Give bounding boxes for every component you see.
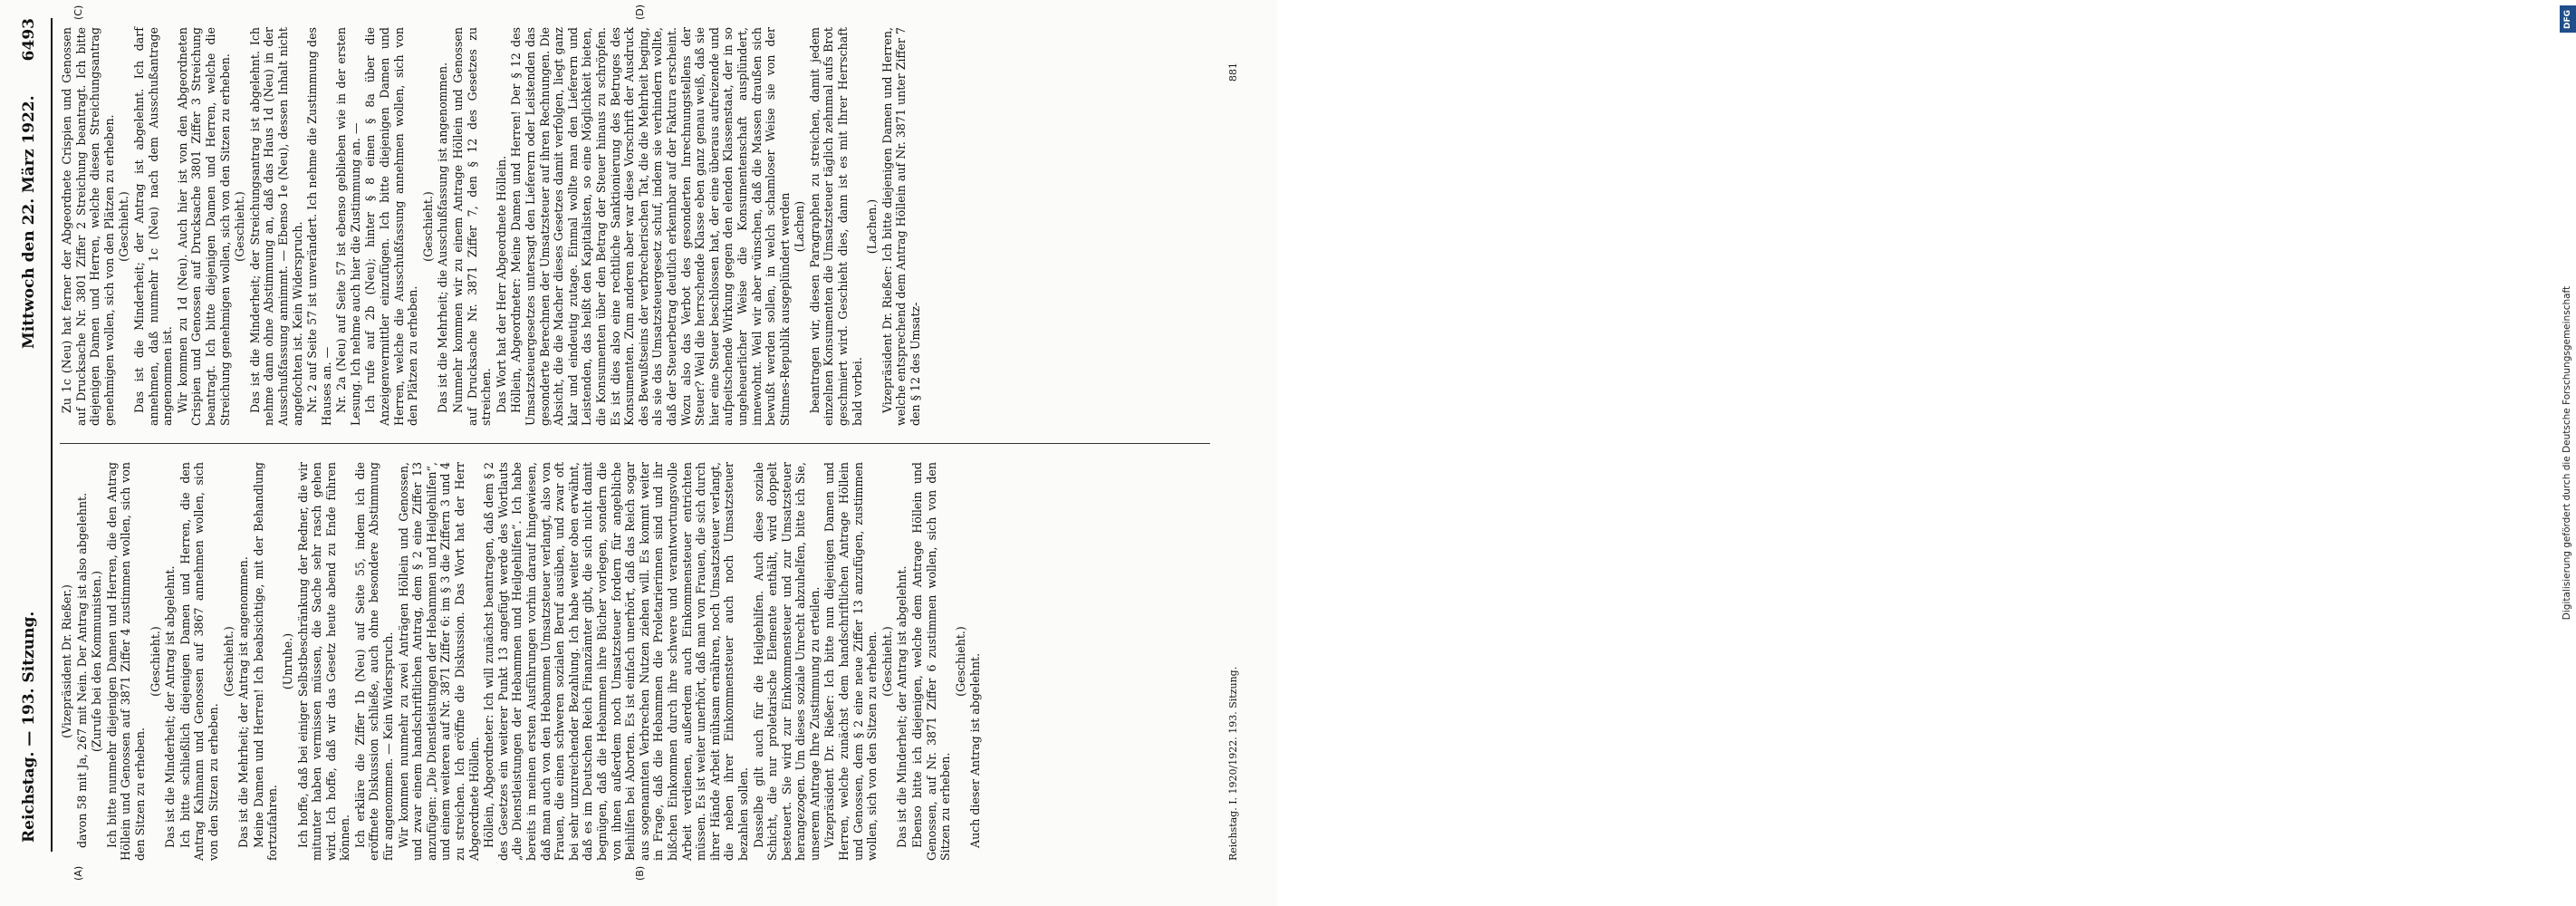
paragraph: Dasselbe gilt auch für die Heilgehilfen. Auch diese soziale Schicht, die nur proletarische Elemente enthält, wird doppelt besteuert. Sie wird zur Einkommensteuer und zur Umsatzsteuer herangezogen. Um dieses soziale Unrecht abzuhelfen, bitte ich Sie, unserem Antrage Ihre Zustimmung zu erteilen. [751,462,822,861]
paragraph: (Geschieht.) [420,191,435,262]
footer-left: Reichstag. I. 1920/1922. 193. Sitzung. [1227,666,1239,861]
paragraph: Das ist die Minderheit; der Antrag ist abgelehnt. Ich darf annehmen, daß nunmehr 1c (Neu) nach dem Ausschußantrage angenommen ist. [131,27,175,426]
footer-right: 881 [1227,63,1239,82]
paragraph: Ich bitte schließlich diejenigen Damen und Herren, die den Antrag Kahmann und Genossen auf 3867 annehmen wollen, sich von den Sitzen zu erheben. [178,462,220,861]
paragraph: davon 58 mit Ja, 267 mit Nein. Der Antrag ist also abgelehnt. [74,492,89,848]
paragraph: Vizepräsident Dr. Rießer: Ich bitte diejenigen Damen und Herren, welche entsprechend dem Antrag Höllein auf Nr. 3871 unter Ziffer 7 den § 12 des Umsatz- [879,27,923,426]
paragraph: Nr. 2 auf Seite 57 ist unverändert. Ich nehme die Zustimmung des Hauses an. — [305,27,333,426]
header-date: Mittwoch den 22. März 1922. [20,95,38,349]
dfg-logo-icon: DFG [2560,5,2576,33]
paragraph: Vizepräsident Dr. Rießer: Ich bitte nun diejenigen Damen und Herren, welche zunächst dem handschriftlichen Antrage Höllein und Genossen, dem § 2 eine neue Ziffer 13 anzufügen, zustimmen wollen, sich von den Sitzen zu erheben. [822,462,879,861]
paragraph: Höllein, Abgeordneter: Meine Damen und Herren! Der § 12 des Umsatzsteuergesetzes untersagt den Lieferern oder Leistenden das gesonderte Berechnen der Umsatzsteuer auf ihren Rechnungen. Die Absicht, die die Macher dieses Gesetzes damit verfolgen, liegt ganz klar und eindeutig zutage. Einmal wollte man den Lieferern und Leistenden, das heißt den Kapitalisten, so eine Möglichkeit bieten, die Konsumenten über den Betrag der Steuer hinaus zu schröpfen. Es ist dies also eine rechtliche Sanktionierung des Betruges des Konsumenten. Zum anderen aber war diese Vorschrift der Ausdruck des Bewußtseins der verbrecherischen Tat, die die Mehrheit beging, als sie das Umsatzsteuergesetz schuf, indem sie verhindern wollte, daß der Steuerbetrag deutlich erkennbar auf der Faktura erscheint. Wozu also das Verbot des gesonderten Inrechnungstellens der Steuer? Weil die herrschende Klasse eben ganz genau weiß, daß sie hier eine Steuer beschlossen hat, der eine überaus aufreizende und aufpeitschende Wirkung gegen den elenden Klassenstaat, der in so ungeheuerlicher Weise die Konsumentenschaft ausplündert, innewohnt. Weil wir aber wünschen, daß die Massen draußen sich bewußt werden sollen, in welch schamloser Weise sie von der Stinnes-Republik ausgeplündert werden [509,27,792,426]
paragraph: Ich rufe auf 2b (Neu); hinter § 8 einen § 8a über die Anzeigenvermittler einzufügen. Ich bitte diejenigen Damen und Herren, welche die Ausschußfassung annehmen wollen, sich von den Plätzen zu erheben. [363,27,420,426]
paragraph: (Geschieht.) [953,626,967,697]
paragraph: Nr. 2a (Neu) auf Seite 57 ist ebenso geblieben wie in der ersten Lesung. Ich nehme auch hier die Zustimmung an. — [334,27,362,426]
dfg-strip [1279,0,2572,906]
paragraph: Ich bitte nunmehr diejenigen Damen und Herren, die den Antrag Höllein und Genossen auf 3871 Ziffer 4 zustimmen wollen, sich von den Sitzen zu erheben. [104,462,147,861]
column-divider [60,443,1210,444]
paragraph: Auch dieser Antrag ist abgelehnt. [968,652,983,848]
paragraph: Höllein, Abgeordneter: Ich will zunächst beantragen, daß dem § 2 des Gesetzes ein weiterer Punkt 13 angefügt werde des Wortlauts „die Dienstleistungen der Hebammen und Heilgehilfen“. Ich habe bereits in meinen ersten Ausführungen vorhin darauf hingewiesen, daß man auch von den Hebammen Umsatzsteuer verlangt, also von Frauen, die einen schweren sozialen Beruf ausüben, und zwar oft bei sehr unzureichender Bezahlung. Ich habe weiter oben erwähnt, daß es im Deutschen Reich Finanzämter gibt, die sich nicht damit begnügen, daß die Hebammen ihre Bücher vorlegen, sondern die von ihnen außerdem noch Umsatzsteuer fordern für angebliche Beihilfen bei Aborten. Es ist einfach unerhört, daß das Reich sogar aus sogenannten Verbrechen Nutzen ziehen will. Es kommt weiter in Frage, daß die Hebammen die Proletarierinnen sind und ihr bißchen Einkommen durch ihre schwere und verantwortungsvolle Arbeit verdienen, außerdem auch Einkommensteuer entrichten müssen. Es ist weiter unerhört, daß man von Frauen, die sich durch ihrer Hände Arbeit mühsam ernähren, noch Umsatzsteuer verlangt, die neben ihrer Einkommensteuer auch noch Umsatzsteuer bezahlen sollen. [482,462,750,861]
paragraph: (Geschieht.) [233,191,247,262]
paragraph: Das ist die Minderheit; der Antrag ist abgelehnt. [163,565,178,848]
paragraph: Wir kommen zu 1d (Neu). Auch hier ist von den Abgeordneten Crispien und Genossen auf Drucksache 3801 Ziffer 3 Streichung beantragt. Ich bitte diejenigen Damen und Herren, welche die Streichung genehmigen wollen, sich von den Sitzen zu erheben. [175,27,232,426]
paragraph: Das ist die Minderheit; der Streichungsantrag ist abgelehnt. Ich nehme dann ohne Abstimmung an, daß das Haus 1d (Neu) in der Ausschußfassung annimmt. — Ebenso 1e (Neu), dessen Inhalt nicht angefochten ist. Kein Widerspruch. [247,27,304,426]
paragraph: Zu 1c (Neu) hat ferner der Abgeordnete Crispien und Genossen auf Drucksache Nr. 3801 Ziffer 2 Streichung beantragt. Ich bitte diejenigen Damen und Herren, welche diesen Streichungsantrag genehmigen wollen, sich von den Plätzen zu erheben. [60,27,116,426]
scanned-page [0,0,1277,906]
paragraph: (Geschieht.) [879,626,894,697]
marker-c: (C) [72,5,84,20]
paragraph: Nunmehr kommen wir zu einem Antrage Höllein und Genossen auf Drucksache Nr. 3871 Ziffer 7, den § 12 des Gesetzes zu streichen. [451,27,494,426]
rotated-page-content [0,0,1268,888]
paragraph: (Zurufe bei den Kommunisten.) [90,571,104,752]
paragraph: Ich hoffe, daß bei einiger Selbstbeschränkung der Redner, die wir mitunter haben vermissen müssen, die Sache sehr rasch gehen wird. Ich hoffe, daß wir das Gesetz heute abend zu Ende führen können. [295,462,352,861]
page-header [13,18,49,861]
marker-a: (A) [72,865,84,881]
paragraph: Wir kommen nunmehr zu zwei Anträgen Höllein und Genossen, und zwar einem handschriftlichen Antrag, dem § 2 eine Ziffer 13 anzufügen: „Die Dienstleistungen der Hebammen und Heilgehilfen“, und einem weiteren auf Nr. 3871 Ziffer 6: im § 3 die Ziffern 3 und 4 zu streichen. Ich eröffne die Diskussion. Das Wort hat der Herr Abgeordnete Höllein. [396,462,481,861]
paragraph: (Geschieht.) [148,626,162,697]
paragraph: Meine Damen und Herren! Ich beabsichtige, mit der Behandlung fortzufahren. [251,462,280,861]
page-number: 6493 [20,18,38,62]
text-column-right [60,27,1210,426]
paragraph: Das ist die Mehrheit; der Antrag ist angenommen. [236,556,251,848]
paragraph: (Lachen.) [865,198,879,255]
paragraph: (Vizepräsident Dr. Rießer.) [60,584,73,738]
header-left: Reichstag. — 193. Sitzung. [20,611,38,843]
paragraph: (Lachen) [793,200,807,253]
paragraph: Ich erkläre die Ziffer 1b (Neu) auf Seite 55, indem ich die eröffnete Diskussion schließe, auch ohne besondere Abstimmung für angenommen. — Kein Widerspruch. [352,462,396,861]
paragraph: Das ist die Mehrheit; die Ausschußfassung ist angenommen. [436,62,450,413]
paragraph: beantragen wir, diesen Paragraphen zu streichen, damit jedem einzelnen Konsumenten die Umsatzsteuer täglich zehnmal aufs Brot geschmiert wird. Geschieht dies, dann ist es mit Ihrer Herrschaft bald vorbei. [807,27,864,426]
paragraph: (Geschieht.) [221,626,235,697]
marker-b: (B) [634,865,646,881]
paragraph: Ebenso bitte ich diejenigen, welche dem Antrage Höllein und Genossen, auf Nr. 3871 Ziffer 6 zustimmen wollen, sich von den Sitzen zu erheben. [910,462,953,861]
paragraph: (Unruhe.) [280,632,294,690]
header-rule [51,18,53,852]
dfg-funding-note: Digitalisierung gefördert durch die Deutsche Forschungsgemeinschaft [2562,285,2572,621]
paragraph: Das ist die Minderheit; der Antrag ist abgelehnt. [895,565,909,848]
paragraph: Das Wort hat der Herr Abgeordnete Höllein. [494,155,508,413]
paragraph: (Geschieht.) [117,191,131,262]
text-column-left [60,462,1210,861]
marker-d: (D) [634,4,646,20]
